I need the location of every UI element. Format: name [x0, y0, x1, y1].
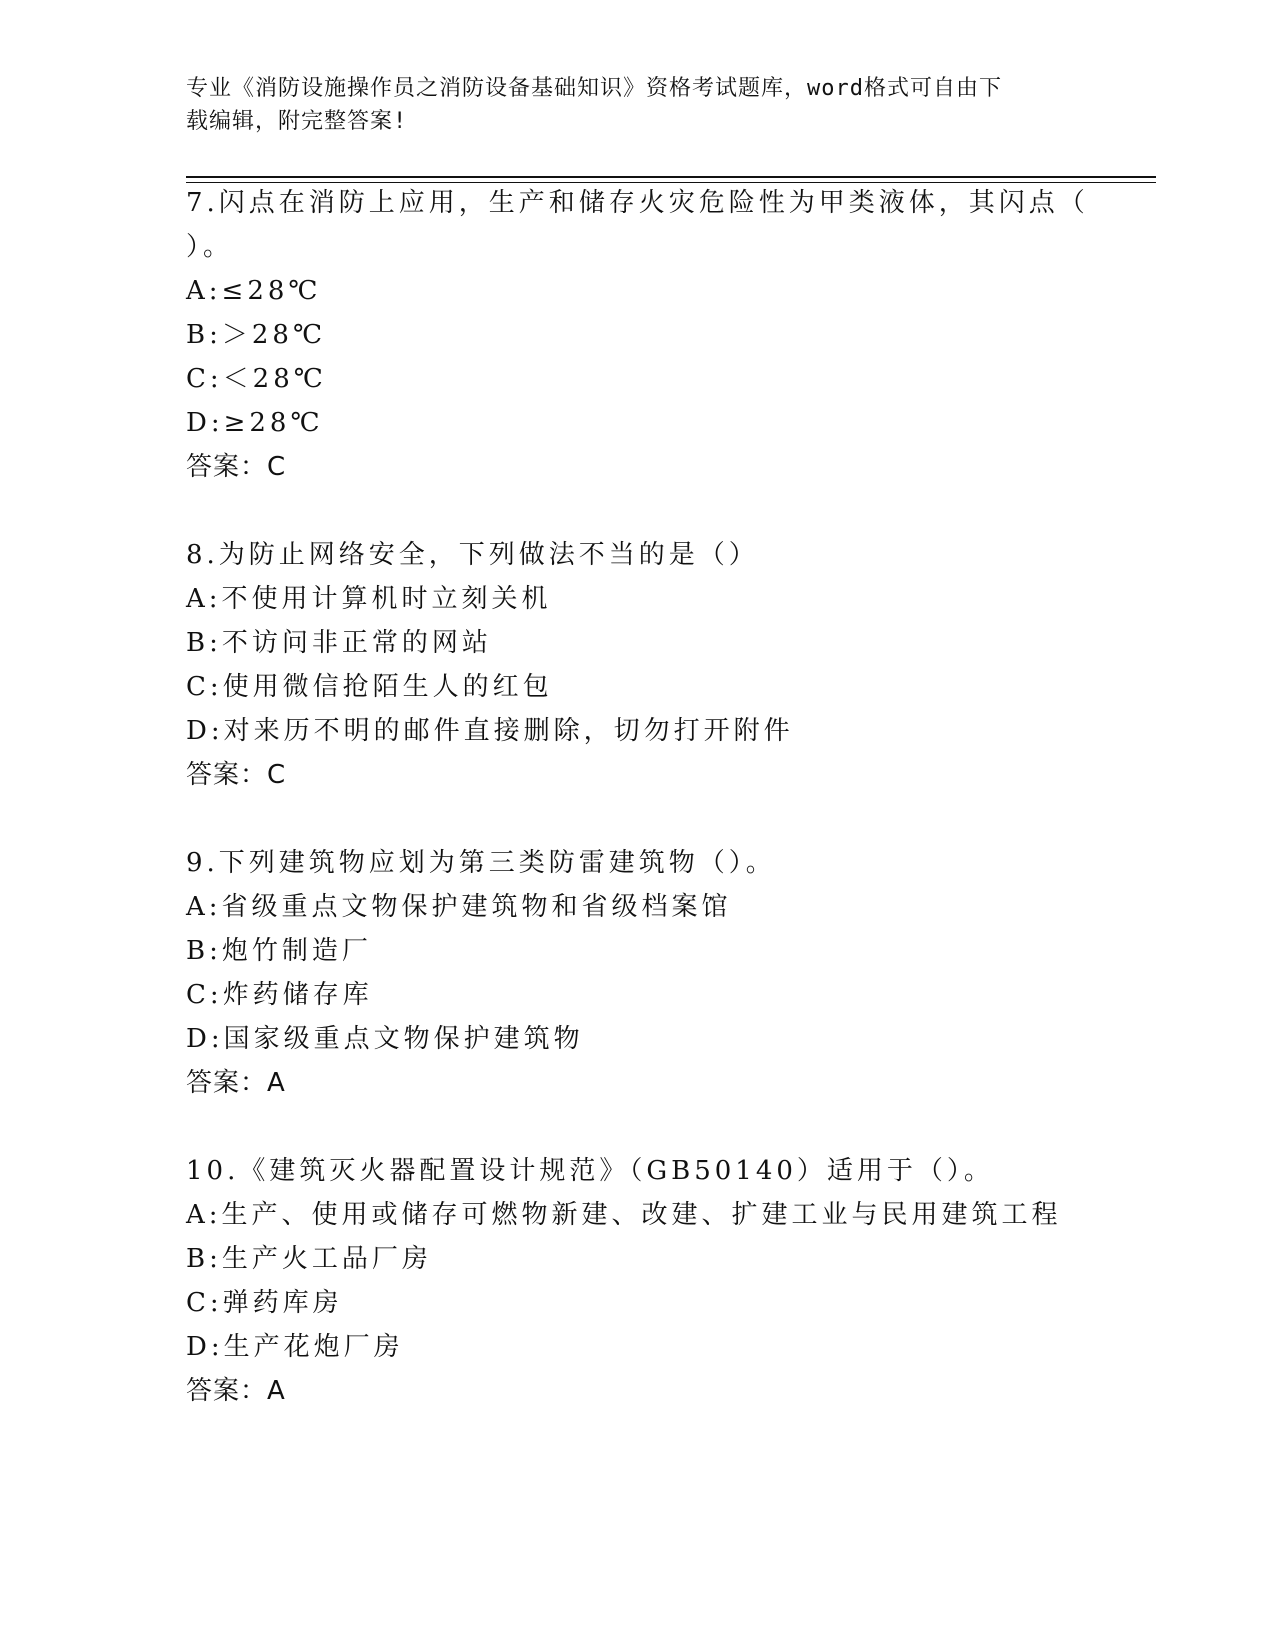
question-10-answer: 答案：A	[186, 1376, 286, 1406]
question-9-option-c: C:炸药储存库	[186, 980, 373, 1010]
question-7-stem: 7.闪点在消防上应用，生产和储存火灾危险性为甲类液体，其闪点（	[186, 188, 1089, 218]
question-8-option-b: B:不访问非正常的网站	[186, 628, 492, 658]
question-7-option-b: B:＞28℃	[186, 320, 327, 350]
question-7-option-a: A:≤28℃	[186, 276, 322, 306]
question-8-stem: 8.为防止网络安全，下列做法不当的是（）	[186, 540, 759, 570]
question-8-option-a: A:不使用计算机时立刻关机	[186, 584, 552, 614]
question-7-option-c: C:＜28℃	[186, 364, 327, 394]
question-8-option-d: D:对来历不明的邮件直接删除，切勿打开附件	[186, 716, 794, 746]
question-10-option-b: B:生产火工品厂房	[186, 1244, 432, 1274]
question-8-option-c: C:使用微信抢陌生人的红包	[186, 672, 553, 702]
header-divider-thin	[186, 182, 1156, 183]
question-9-stem: 9.下列建筑物应划为第三类防雷建筑物（）。	[186, 848, 776, 878]
question-9-option-b: B:炮竹制造厂	[186, 936, 372, 966]
question-7-option-d: D:≥28℃	[186, 408, 324, 438]
question-9-option-d: D:国家级重点文物保护建筑物	[186, 1024, 584, 1054]
question-10-option-d: D:生产花炮厂房	[186, 1332, 404, 1362]
question-10-stem: 10.《建筑灭火器配置设计规范》（GB50140）适用于（）。	[186, 1156, 994, 1186]
question-8-answer: 答案：C	[186, 760, 287, 790]
document-header	[186, 72, 1066, 138]
question-10-option-a: A:生产、使用或储存可燃物新建、改建、扩建工业与民用建筑工程	[186, 1200, 1062, 1230]
question-9-answer: 答案：A	[186, 1068, 286, 1098]
question-7-answer: 答案：C	[186, 452, 287, 482]
header-divider	[186, 176, 1156, 178]
header-line-2: 载编辑，附完整答案!	[186, 109, 408, 134]
header-line-1: 专业《消防设施操作员之消防设备基础知识》资格考试题库，word格式可自由下	[186, 76, 1002, 101]
question-7-stem-cont: ）。	[186, 232, 234, 262]
question-10-option-c: C:弹药库房	[186, 1288, 343, 1318]
question-9-option-a: A:省级重点文物保护建筑物和省级档案馆	[186, 892, 732, 922]
